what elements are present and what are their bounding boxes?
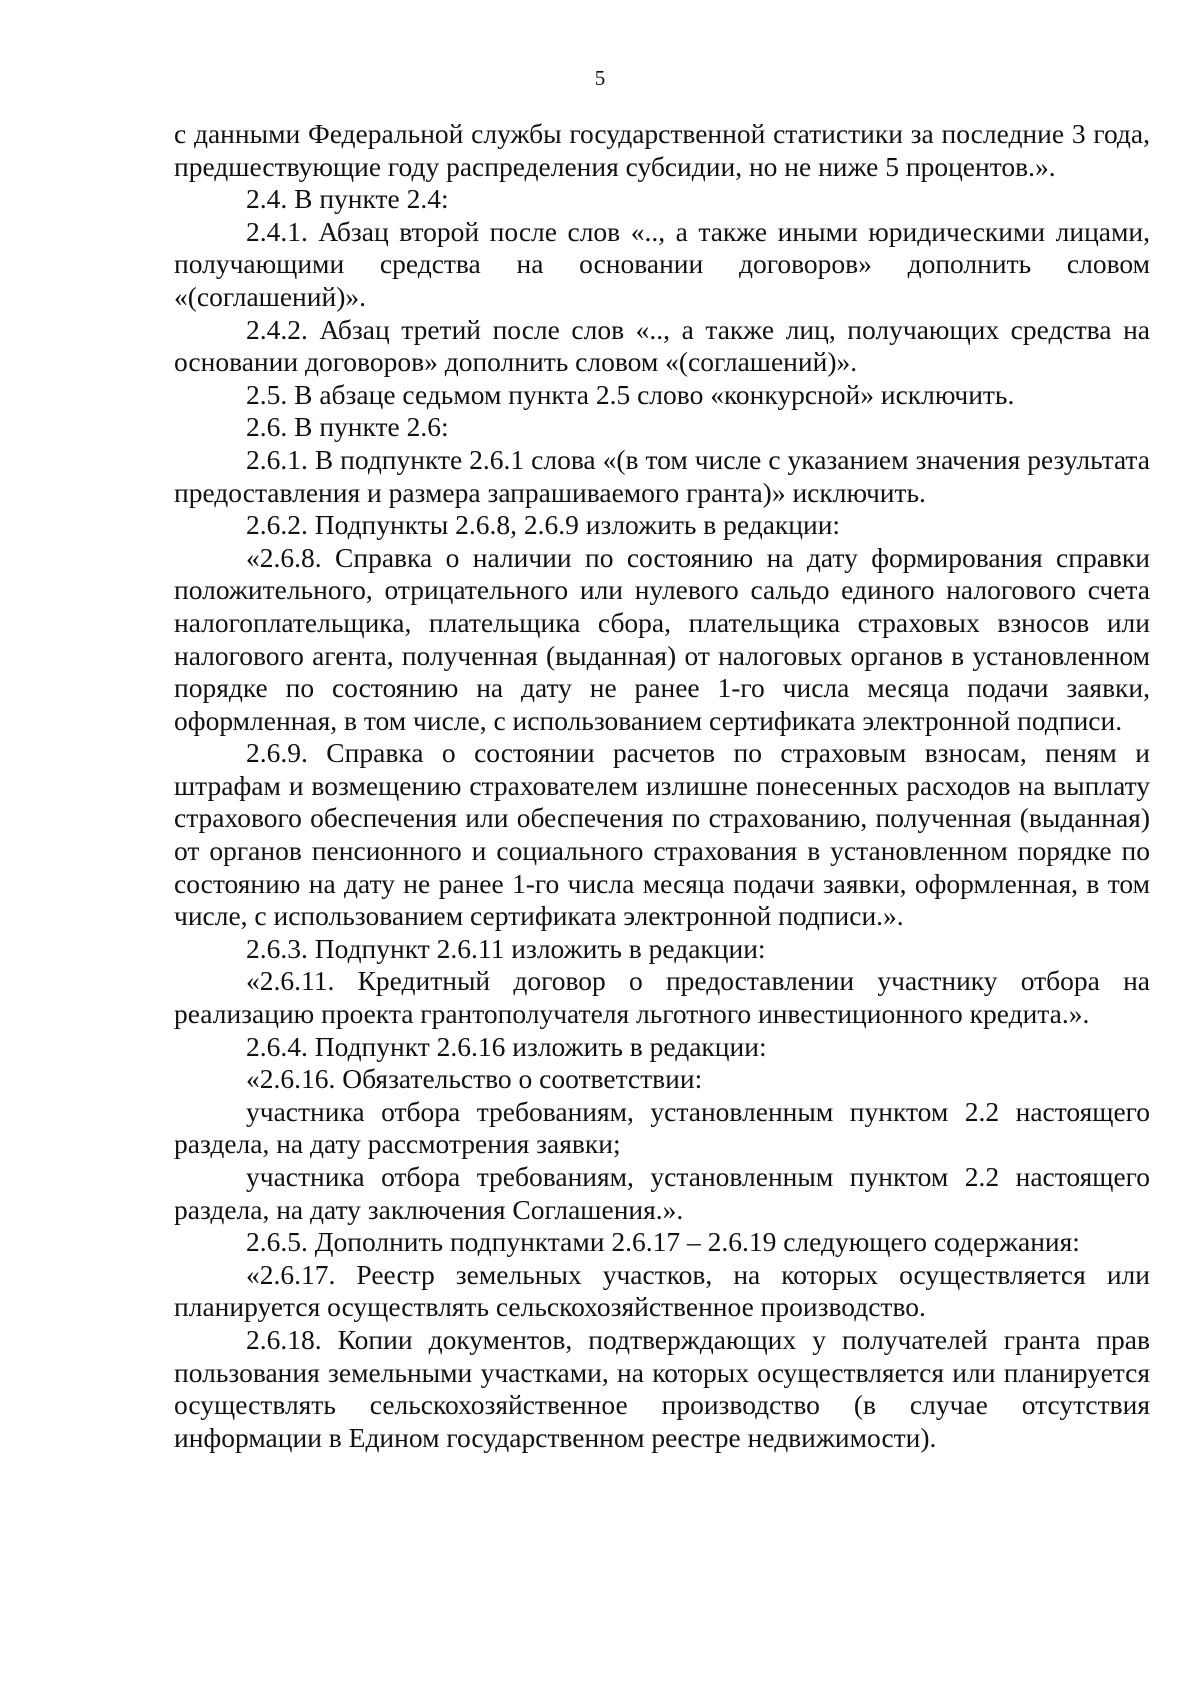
page-number: 5: [594, 66, 606, 90]
paragraph: 2.6.4. Подпункт 2.6.16 изложить в редакции:: [246, 1030, 767, 1062]
paragraph: «2.6.11. Кредитный договор о предоставлении участнику отбора на реализацию проекта грантополучателя льготного инвестиционного кредита.».: [174, 965, 1150, 1030]
paragraph: 2.6. В пункте 2.6:: [246, 411, 449, 443]
paragraph: «2.6.8. Справка о наличии по состоянию на дату формирования справки положительного, отрицательного или нулевого сальдо единого налогового счета налогоплательщика, плательщика сбора, плательщика страховых взносов или налогового агента, полученная (выданная) от налоговых органов в установленном порядке по состоянию на дату не ранее 1-го числа месяца подачи заявки, оформленная, в том числе, с использованием сертификата электронной подписи.: [174, 541, 1150, 736]
paragraph: участника отбора требованиям, установленным пунктом 2.2 настоящего раздела, на дату заключения Соглашения.».: [174, 1161, 1150, 1225]
paragraph: 2.6.18. Копии документов, подтверждающих у получателей гранта прав пользования земельными участками, на которых осуществляется или планируется осуществлять сельскохозяйственное производство (в случае отсутствия информации в Едином государственном реестре недвижимости).: [174, 1323, 1150, 1453]
paragraph: «2.6.16. Обязательство о соответствии:: [246, 1063, 703, 1095]
paragraph: 2.4. В пункте 2.4:: [246, 183, 449, 215]
paragraph: 2.6.5. Дополнить подпунктами 2.6.17 – 2.6.19 следующего содержания:: [246, 1226, 1080, 1258]
paragraph: участника отбора требованиям, установленным пунктом 2.2 настоящего раздела, на дату рассмотрения заявки;: [174, 1095, 1150, 1160]
paragraph: с данными Федеральной службы государственной статистики за последние 3 года, предшествующие году распределения субсидии, но не ниже 5 процентов.».: [174, 118, 1150, 182]
document-body: [174, 118, 1150, 1454]
paragraph: 2.6.9. Справка о состоянии расчетов по страховым взносам, пеням и штрафам и возмещению страхователем излишне понесенных расходов на выплату страхового обеспечения или обеспечения по страхованию, полученная (выданная) от органов пенсионного и социального страхования в установленном порядке по состоянию на дату не ранее 1-го числа месяца подачи заявки, оформленная, в том числе, с использованием сертификата электронной подписи.».: [174, 737, 1150, 932]
paragraph: 2.4.2. Абзац третий после слов «.., а также лиц, получающих средства на основании договоров» дополнить словом «(соглашений)».: [174, 313, 1150, 378]
paragraph: 2.5. В абзаце седьмом пункта 2.5 слово «конкурсной» исключить.: [246, 378, 1015, 410]
paragraph: 2.4.1. Абзац второй после слов «.., а также иными юридическими лицами, получающими средства на основании договоров» дополнить словом «(соглашений)».: [174, 215, 1150, 312]
paragraph: 2.6.3. Подпункт 2.6.11 изложить в редакции:: [246, 932, 766, 964]
paragraph: «2.6.17. Реестр земельных участков, на которых осуществляется или планируется осуществлять сельскохозяйственное производство.: [174, 1258, 1150, 1323]
paragraph: 2.6.1. В подпункте 2.6.1 слова «(в том числе с указанием значения результата предоставления и размера запрашиваемого гранта)» исключить.: [174, 443, 1150, 508]
paragraph: 2.6.2. Подпункты 2.6.8, 2.6.9 изложить в редакции:: [246, 509, 841, 541]
